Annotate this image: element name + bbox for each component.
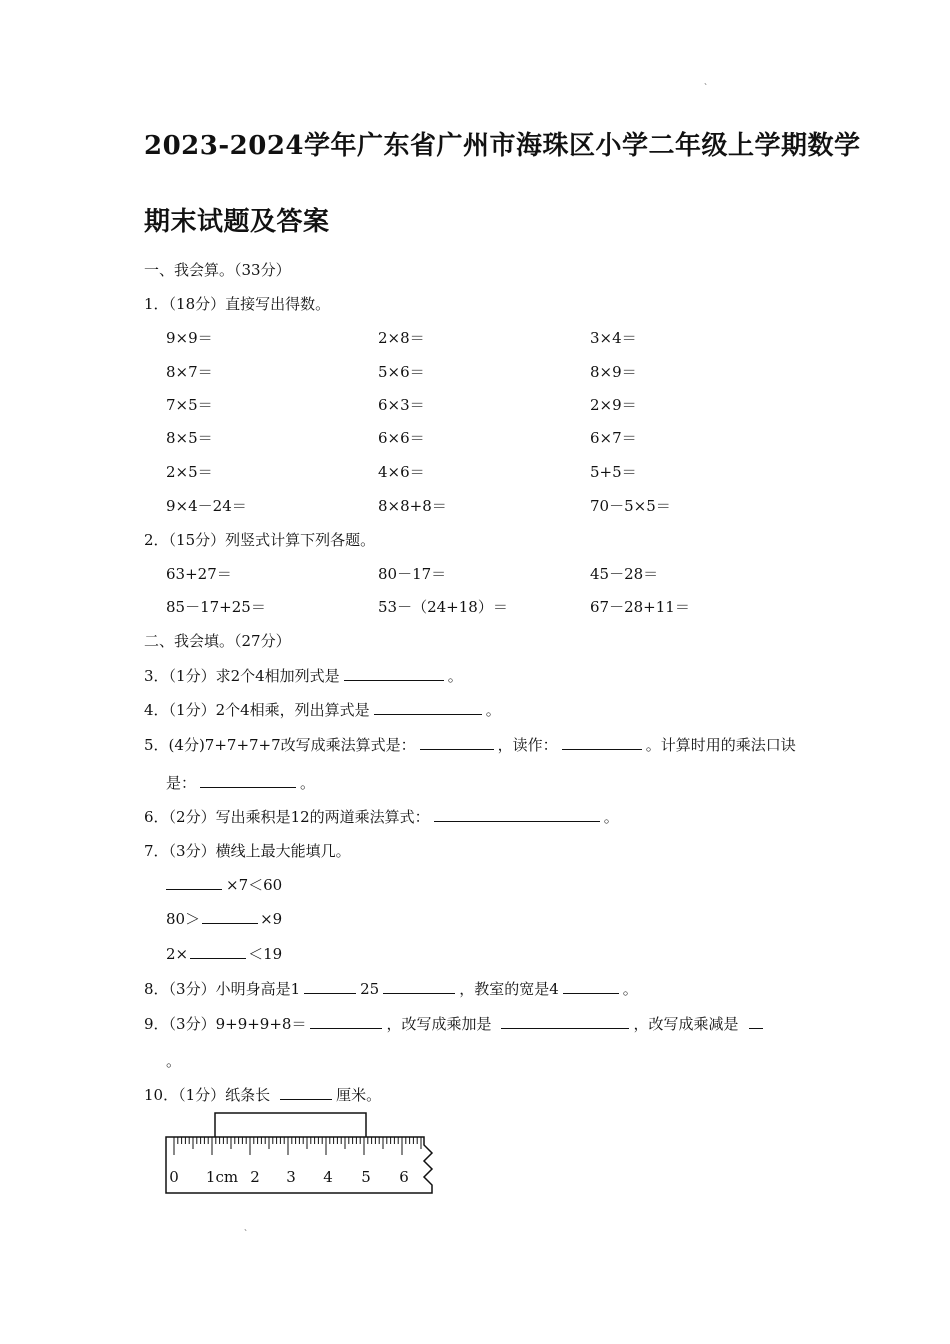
q4-end: 。 xyxy=(485,701,501,719)
ruler-label-5: 5 xyxy=(361,1168,371,1186)
ruler-label-1: 1cm xyxy=(205,1168,239,1186)
q5-text-3: 。计算时用的乘法口诀 xyxy=(645,736,796,754)
q3 xyxy=(144,665,463,686)
q2-item: 63+27＝ xyxy=(166,565,232,583)
q1-item: 8×5＝ xyxy=(166,429,213,447)
q4-answer-blank[interactable] xyxy=(374,700,482,715)
ruler-label-2: 2 xyxy=(250,1168,260,1186)
q3-text: 3．（1分）求2个4相加列式是 xyxy=(144,667,340,685)
section-1-heading: 一、我会算。（33分） xyxy=(144,261,291,279)
q8-end: 。 xyxy=(622,980,638,998)
q1-item: 2×9＝ xyxy=(590,396,637,414)
q7-c-blank[interactable] xyxy=(190,944,246,959)
q10-answer-blank[interactable] xyxy=(280,1085,332,1100)
q7-a-text: ×7＜60 xyxy=(226,876,283,894)
ruler-label-6: 6 xyxy=(399,1168,409,1186)
q9-line-2: 。 xyxy=(166,1052,182,1070)
q5-answer-blank-2[interactable] xyxy=(562,735,642,750)
q1-item: 6×3＝ xyxy=(378,396,425,414)
q8-answer-blank-1[interactable] xyxy=(304,979,356,994)
paper-strip xyxy=(215,1113,366,1138)
q7-b-text-2: ×9 xyxy=(260,910,283,928)
q9 xyxy=(144,1013,767,1034)
ruler-figure xyxy=(164,1112,436,1198)
q5 xyxy=(144,734,796,755)
q5-line-2 xyxy=(166,772,315,793)
q1-item: 9×9＝ xyxy=(166,329,213,347)
ruler-illustration xyxy=(164,1112,436,1198)
q10-end: 厘米。 xyxy=(336,1086,382,1104)
q8-text-3: ，教室的宽是4 xyxy=(459,980,559,998)
q6 xyxy=(144,806,619,827)
q9-answer-blank-2[interactable] xyxy=(501,1014,629,1029)
q5-answer-blank-1[interactable] xyxy=(420,735,494,750)
bottom-mark: 、 xyxy=(244,1223,252,1232)
q1-item: 5+5＝ xyxy=(590,463,637,481)
q7-c xyxy=(166,943,282,964)
q2-label: 2．（15分）列竖式计算下列各题。 xyxy=(144,531,376,549)
q2-item: 45－28＝ xyxy=(590,565,659,583)
q7-label: 7．（3分）横线上最大能填几。 xyxy=(144,842,351,860)
q8-answer-blank-3[interactable] xyxy=(563,979,619,994)
title-line-1: 2023-2024学年广东省广州市海珠区小学二年级上学期数学 xyxy=(144,131,861,161)
q7-b-text-1: 80＞ xyxy=(166,910,201,928)
q5-end: 。 xyxy=(300,774,316,792)
ruler-label-0: 0 xyxy=(169,1168,179,1186)
q1-item: 9×4－24＝ xyxy=(166,497,247,515)
q1-item: 5×6＝ xyxy=(378,363,425,381)
q1-item: 2×8＝ xyxy=(378,329,425,347)
ruler-label-4: 4 xyxy=(323,1168,333,1186)
ruler-label-3: 3 xyxy=(286,1168,296,1186)
section-2-heading: 二、我会填。（27分） xyxy=(144,632,291,650)
q1-item: 8×7＝ xyxy=(166,363,213,381)
q6-answer-blank[interactable] xyxy=(434,807,600,822)
q9-answer-blank-3[interactable] xyxy=(749,1014,763,1029)
q10-text: 10．（1分）纸条长 xyxy=(144,1086,271,1104)
q3-answer-blank[interactable] xyxy=(344,666,444,681)
q8-text-2: 25 xyxy=(360,980,380,998)
q1-item: 4×6＝ xyxy=(378,463,425,481)
q1-item: 70－5×5＝ xyxy=(590,497,671,515)
q10 xyxy=(144,1084,381,1105)
q3-end: 。 xyxy=(447,667,463,685)
q1-label: 1．（18分）直接写出得数。 xyxy=(144,295,331,313)
q8 xyxy=(144,978,638,999)
q5-text-4: 是： xyxy=(166,774,197,792)
title-line-2: 期末试题及答案 xyxy=(144,207,330,237)
q7-a-blank[interactable] xyxy=(166,875,222,890)
q6-end: 。 xyxy=(603,808,619,826)
q2-item: 85－17+25＝ xyxy=(166,598,266,616)
top-mark: 、 xyxy=(704,77,712,86)
q9-text-3: ，改写成乘减是 xyxy=(633,1015,739,1033)
q9-answer-blank-1[interactable] xyxy=(310,1014,382,1029)
q9-text-1: 9．（3分）9+9+9+8＝ xyxy=(144,1015,307,1033)
q5-text-1: 5．(4分)7+7+7+7改写成乘法算式是： xyxy=(144,736,416,754)
q9-text-2: ，改写成乘加是 xyxy=(386,1015,492,1033)
q7-c-text-1: 2× xyxy=(166,945,189,963)
q4 xyxy=(144,699,501,720)
q4-text: 4．（1分）2个4相乘，列出算式是 xyxy=(144,701,370,719)
q1-item: 6×6＝ xyxy=(378,429,425,447)
q1-item: 3×4＝ xyxy=(590,329,637,347)
q1-item: 7×5＝ xyxy=(166,396,213,414)
q8-text-1: 8．（3分）小明身高是1 xyxy=(144,980,301,998)
q5-text-2: ，读作： xyxy=(497,736,558,754)
q1-item: 8×9＝ xyxy=(590,363,637,381)
q6-text: 6．（2分）写出乘积是12的两道乘法算式： xyxy=(144,808,430,826)
q5-answer-blank-3[interactable] xyxy=(200,773,296,788)
q7-b xyxy=(166,908,282,929)
q8-answer-blank-2[interactable] xyxy=(383,979,455,994)
q7-c-text-2: ＜19 xyxy=(248,945,283,963)
q7-b-blank[interactable] xyxy=(202,909,258,924)
q2-item: 53－（24+18）＝ xyxy=(378,598,508,616)
q1-item: 6×7＝ xyxy=(590,429,637,447)
q7-a xyxy=(166,874,282,895)
q1-item: 2×5＝ xyxy=(166,463,213,481)
q2-item: 67－28+11＝ xyxy=(590,598,690,616)
q1-item: 8×8+8＝ xyxy=(378,497,447,515)
q2-item: 80－17＝ xyxy=(378,565,447,583)
